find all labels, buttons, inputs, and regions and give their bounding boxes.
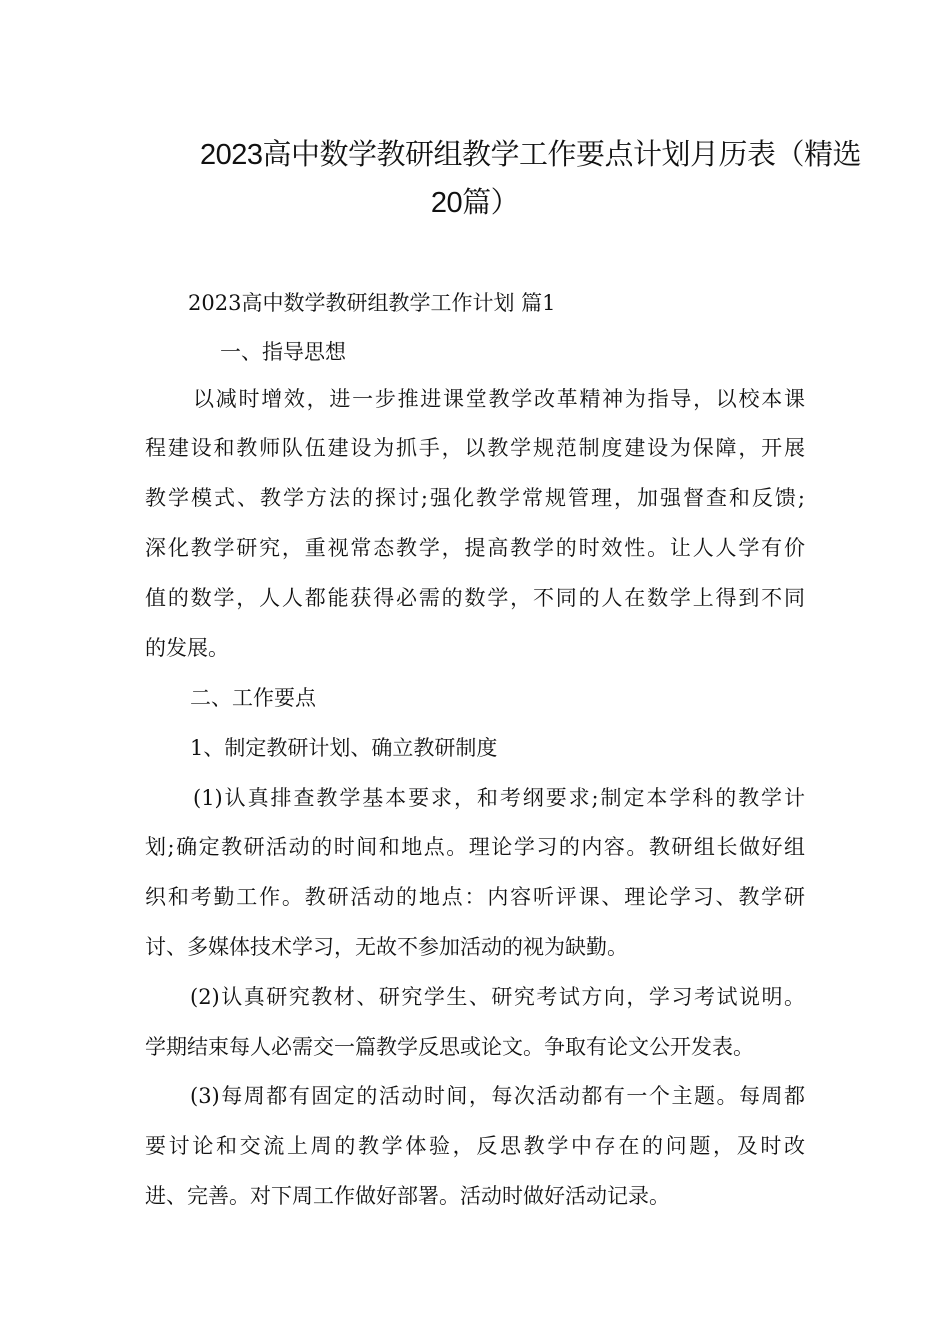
heading-guiding-ideology: 一、指导思想 xyxy=(220,340,346,364)
paragraph-line: 教学模式、教学方法的探讨;强化教学常规管理，加强督查和反馈; xyxy=(145,486,805,510)
paragraph-line: 讨、多媒体技术学习，无故不参加活动的视为缺勤。 xyxy=(145,935,628,959)
paragraph-line: 程建设和教师队伍建设为抓手，以教学规范制度建设为保障，开展 xyxy=(145,436,805,460)
paragraph-line: 学期结束每人必需交一篇教学反思或论文。争取有论文公开发表。 xyxy=(145,1035,754,1059)
paragraph-line: 进、完善。对下周工作做好部署。活动时做好活动记录。 xyxy=(145,1184,670,1208)
paragraph-line: 划;确定教研活动的时间和地点。理论学习的内容。教研组长做好组 xyxy=(145,835,805,859)
document-title-line-1: 2023高中数学教研组教学工作要点计划月历表（精选 xyxy=(200,139,862,171)
paragraph-line: 深化教学研究，重视常态教学，提高教学的时效性。让人人学有价 xyxy=(145,536,805,560)
paragraph-line: 的发展。 xyxy=(145,636,229,660)
paragraph-line: (3)每周都有固定的活动时间，每次活动都有一个主题。每周都 xyxy=(190,1084,805,1108)
paragraph-line: (1)认真排查教学基本要求，和考纲要求;制定本学科的教学计 xyxy=(193,786,805,810)
paragraph-line: 以减时增效，进一步推进课堂教学改革精神为指导，以校本课 xyxy=(193,387,805,411)
document-title-line-2: 20篇） xyxy=(430,187,520,219)
paragraph-line: 值的数学，人人都能获得必需的数学，不同的人在数学上得到不同 xyxy=(145,586,805,610)
section-heading: 2023高中数学教研组教学工作计划 篇1 xyxy=(188,291,556,315)
paragraph-line: (2)认真研究教材、研究学生、研究考试方向，学习考试说明。 xyxy=(190,985,805,1009)
subheading-plan: 1、制定教研计划、确立教研制度 xyxy=(190,736,498,760)
paragraph-line: 要讨论和交流上周的教学体验，反思教学中存在的问题，及时改 xyxy=(145,1134,805,1158)
heading-work-points: 二、工作要点 xyxy=(190,686,316,710)
paragraph-line: 织和考勤工作。教研活动的地点：内容听评课、理论学习、教学研 xyxy=(145,885,805,909)
